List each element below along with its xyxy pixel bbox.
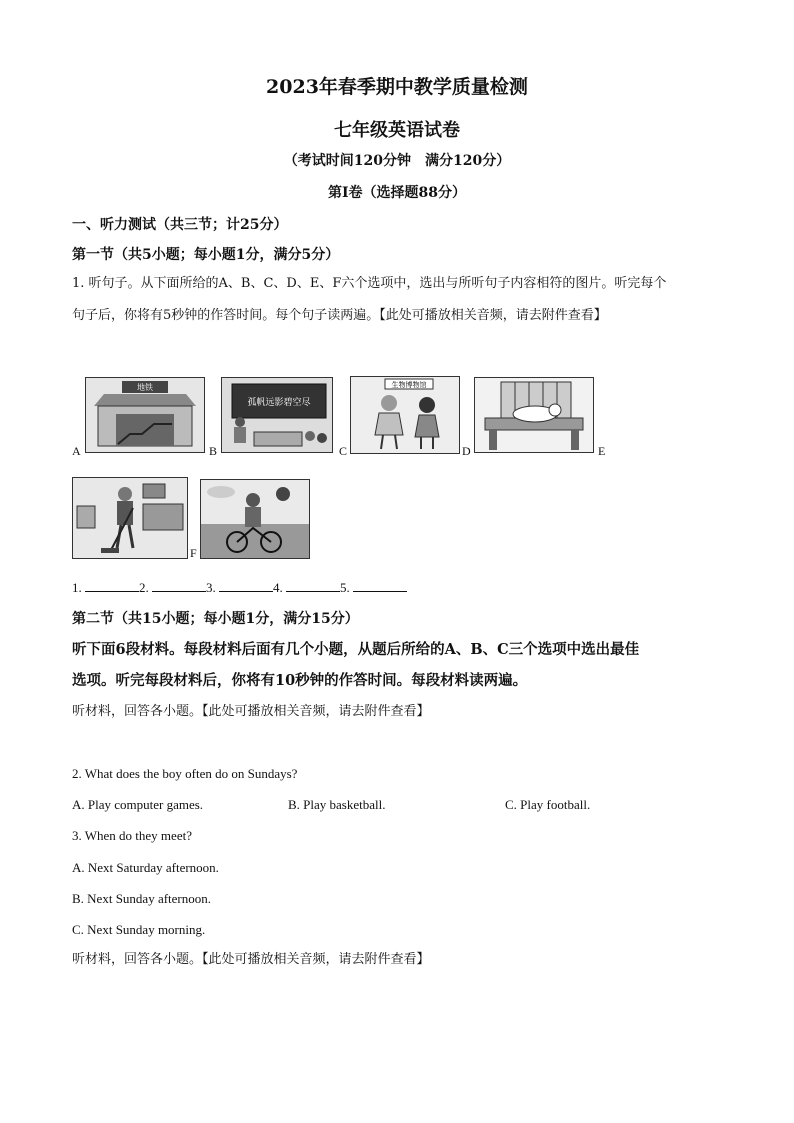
subway-sign-text: 地铁 bbox=[137, 383, 153, 392]
picture-d-cat bbox=[474, 377, 594, 453]
listen-prompt: 听材料，回答各小题。【此处可播放相关音频，请去附件查看】 bbox=[72, 704, 430, 719]
museum-sign-text: 生物博物馆 bbox=[391, 381, 427, 389]
picture-label: B bbox=[209, 444, 218, 458]
page-title: 2023年春季期中教学质量检测 bbox=[266, 76, 528, 98]
part1-title: 第一节（共5小题；每小题1分，满分5分） bbox=[72, 247, 340, 263]
q2-option-a[interactable]: A. Play computer games. bbox=[72, 797, 204, 812]
instruction-line: 选项。听完每段材料后，你将有10秒钟的作答时间。每段材料读两遍。 bbox=[72, 672, 528, 689]
question-2: 2. What does the boy often do on Sundays? bbox=[72, 766, 298, 781]
picture-label: F bbox=[190, 546, 197, 560]
picture-f-cycling bbox=[200, 479, 310, 559]
instruction-line: 听下面6段材料。每段材料后面有几个小题，从题后所给的A、B、C三个选项中选出最佳 bbox=[72, 641, 640, 658]
picture-label: E bbox=[598, 444, 606, 458]
part-label: 第Ⅰ卷（选择题88分） bbox=[327, 185, 467, 201]
picture-label: C bbox=[339, 444, 348, 458]
instruction-line: 句子后，你将有5秒钟的作答时间。每个句子读两遍。【此处可播放相关音频，请去附件查看】 bbox=[72, 308, 607, 323]
instruction-line: 1. 听句子。从下面所给的A、B、C、D、E、F六个选项中，选出与所听句子内容相符的图片。听完每个 bbox=[72, 276, 667, 291]
page-subtitle: 七年级英语试卷 bbox=[334, 120, 460, 141]
question-3: 3. When do they meet? bbox=[72, 828, 192, 843]
section2-title: 第二节（共15小题；每小题1分，满分15分） bbox=[72, 611, 359, 627]
q3-option-b[interactable]: B. Next Sunday afternoon. bbox=[72, 891, 212, 906]
answer-blank-4[interactable] bbox=[286, 579, 340, 592]
listen-prompt: 听材料，回答各小题。【此处可播放相关音频，请去附件查看】 bbox=[72, 952, 430, 967]
picture-label: D bbox=[462, 444, 471, 458]
answer-blank-5[interactable] bbox=[353, 579, 407, 592]
q2-option-c[interactable]: C. Play football. bbox=[505, 797, 591, 812]
blackboard-text: 孤帆远影碧空尽 bbox=[247, 398, 311, 408]
picture-e-sweeping bbox=[72, 477, 188, 559]
answer-blank-3[interactable] bbox=[219, 579, 273, 592]
answer-blanks: 1. 2. 3. 4. 5. bbox=[72, 579, 407, 596]
picture-b-classroom bbox=[221, 377, 333, 453]
answer-blank-1[interactable] bbox=[85, 579, 139, 592]
q3-option-a[interactable]: A. Next Saturday afternoon. bbox=[72, 860, 219, 875]
picture-a-subway bbox=[85, 377, 205, 453]
picture-c-museum bbox=[350, 376, 460, 454]
answer-blank-2[interactable] bbox=[152, 579, 206, 592]
q3-option-c[interactable]: C. Next Sunday morning. bbox=[72, 922, 206, 937]
q2-option-b[interactable]: B. Play basketball. bbox=[288, 797, 386, 812]
section1-title: 一、听力测试（共三节；计25分） bbox=[72, 217, 288, 233]
picture-label: A bbox=[72, 444, 81, 458]
exam-info: （考试时间120分钟 满分120分） bbox=[283, 153, 511, 169]
